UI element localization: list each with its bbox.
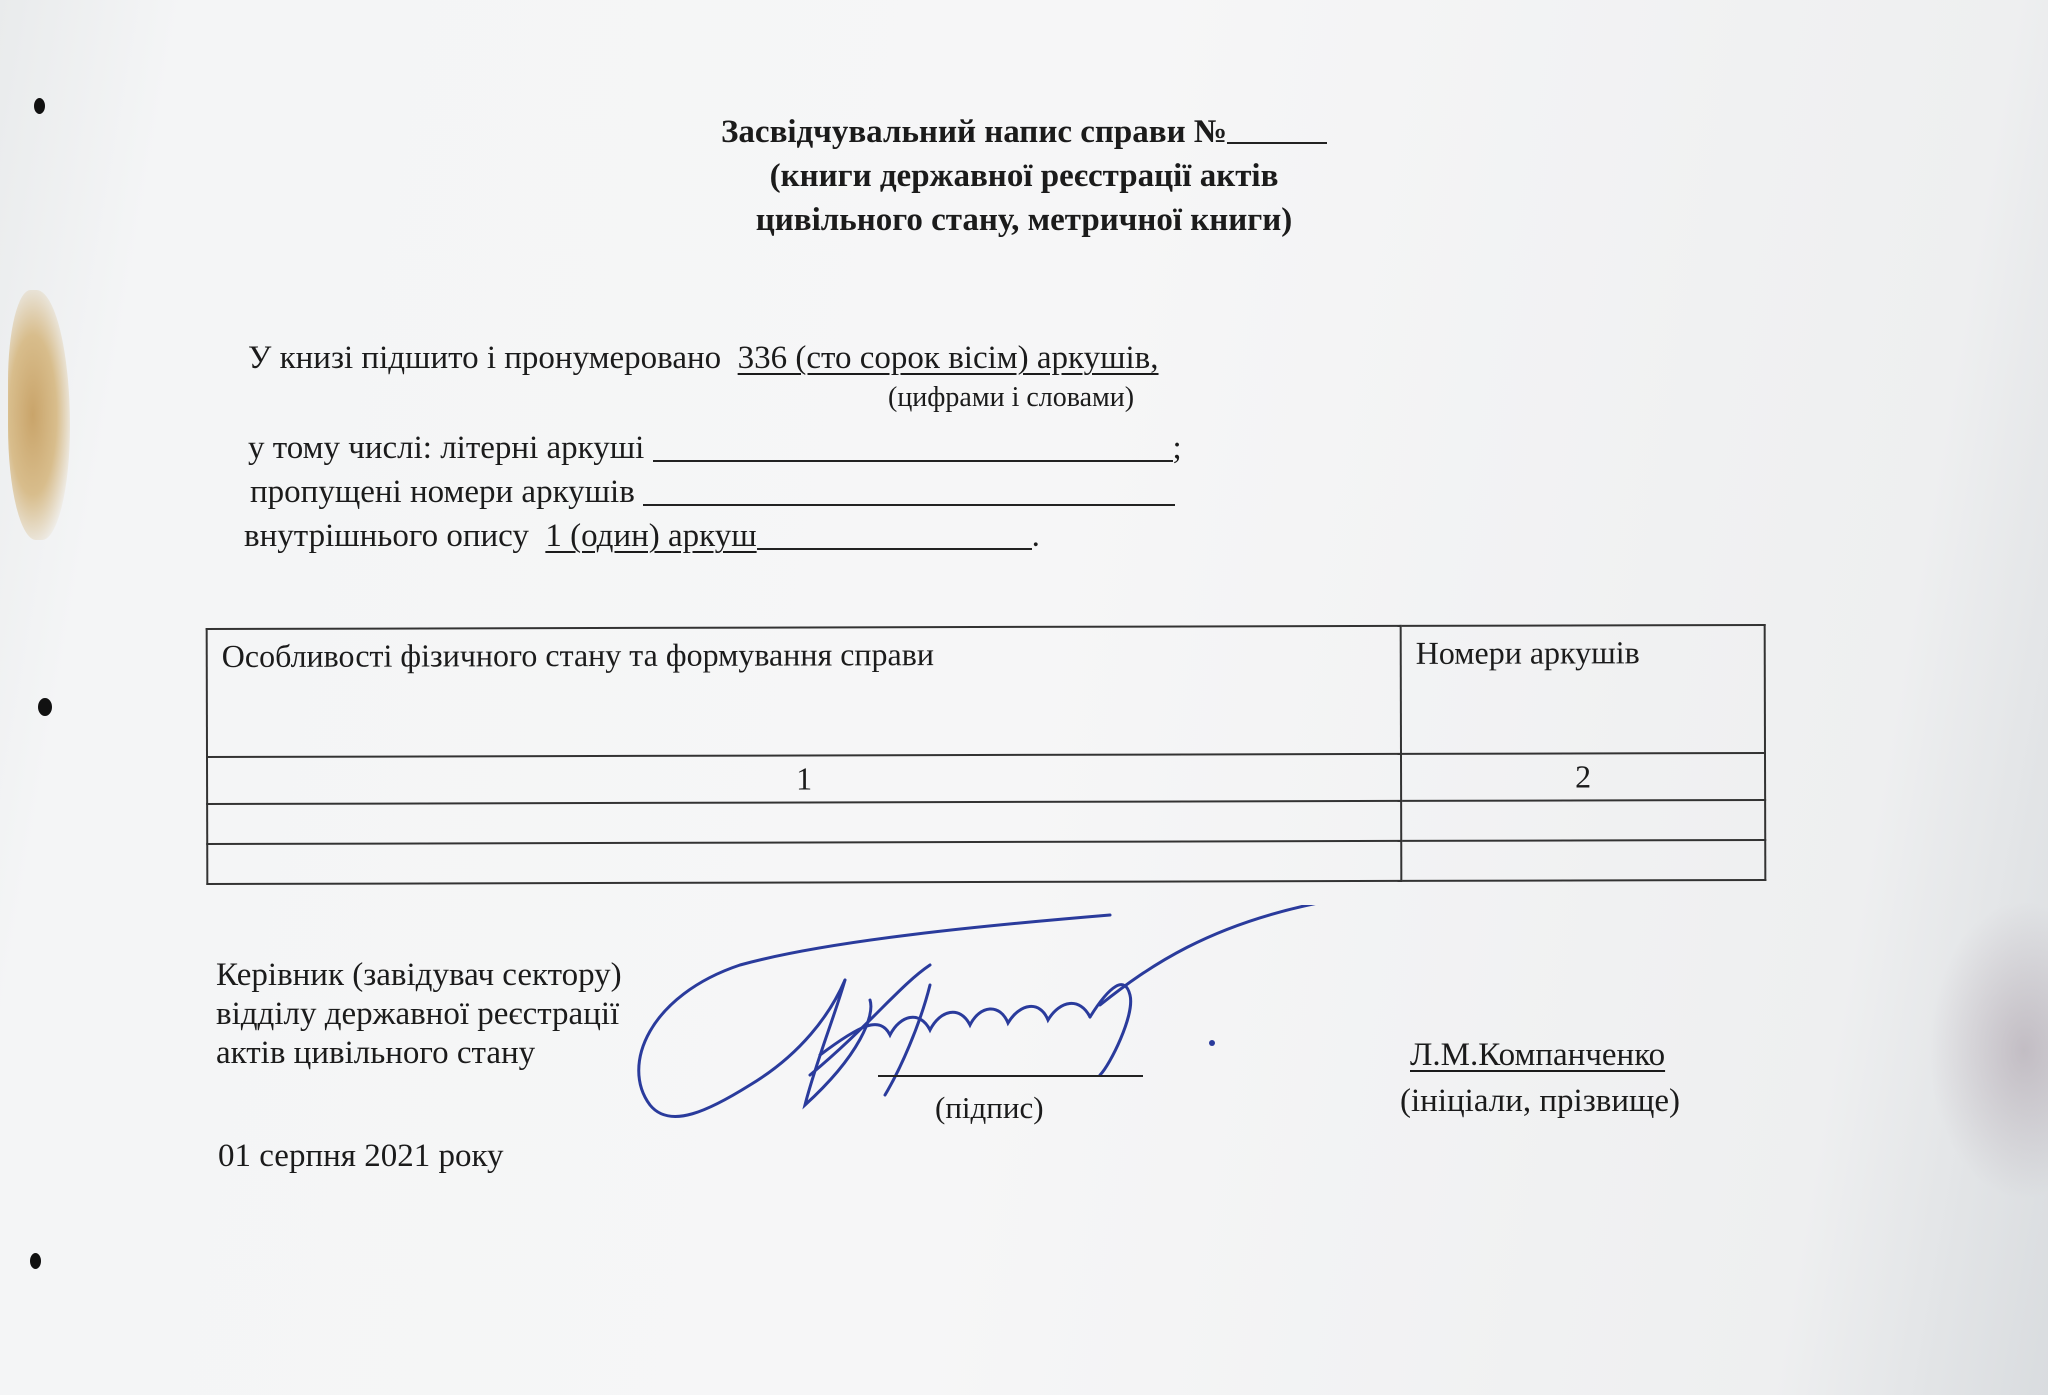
table-cell <box>1401 800 1765 841</box>
official-title <box>216 956 622 1073</box>
official-name: Л.М.Компанченко <box>1410 1037 1666 1073</box>
sheets-count-label: У книзі підшито і пронумеровано <box>248 340 722 376</box>
sheet-numbers-column-header: Номери аркушів <box>1401 625 1765 754</box>
inventory-blank <box>757 520 1032 550</box>
official-title-line: відділу державної реєстрації <box>216 996 620 1032</box>
table-cell <box>207 801 1401 844</box>
column-number-1: 1 <box>207 754 1401 804</box>
table-row <box>207 800 1765 844</box>
features-column-header: Особливості фізичного стану та формування справи <box>207 626 1401 757</box>
page-shadow <box>1928 900 2048 1200</box>
official-name-hint: (ініціали, прізвище) <box>1400 1083 1681 1119</box>
skipped-numbers-line <box>250 474 1175 511</box>
skipped-numbers-label: пропущені номери аркушів <box>250 474 635 510</box>
inventory-label: внутрішнього опису <box>244 518 529 554</box>
table-cell <box>1401 840 1765 881</box>
letter-sheets-end: ; <box>1172 430 1182 466</box>
title-line-2: (книги державної реєстрації актів <box>769 158 1279 194</box>
inventory-end: . <box>1031 518 1040 554</box>
official-title-line: актів цивільного стану <box>216 1035 536 1071</box>
table-cell <box>207 841 1401 884</box>
signature-hint: (підпис) <box>935 1090 1044 1125</box>
letter-sheets-blank <box>653 432 1173 462</box>
inventory-value: 1 (один) аркуш <box>545 518 757 554</box>
skipped-numbers-blank <box>643 476 1175 506</box>
document-title <box>0 110 2048 242</box>
document-date: 01 серпня 2021 року <box>218 1138 504 1174</box>
title-line-1: Засвідчувальний напис справи № <box>721 114 1227 150</box>
case-features-table <box>206 624 1767 885</box>
table-header-row <box>207 625 1765 757</box>
letter-sheets-label: у тому числі: літерні аркуші <box>248 430 645 466</box>
table-row <box>207 840 1765 884</box>
column-number-2: 2 <box>1401 753 1765 801</box>
sheets-count-value: 336 (сто сорок вісім) аркушів, <box>737 340 1159 376</box>
official-title-line: Керівник (завідувач сектору) <box>216 957 622 993</box>
inventory-line <box>244 518 1040 555</box>
paper-stain <box>8 290 70 540</box>
binding-hole <box>30 1253 41 1269</box>
table-row <box>207 753 1765 804</box>
signature-line <box>878 1075 1143 1077</box>
case-number-blank <box>1227 112 1327 144</box>
sheets-count-line <box>248 340 1159 377</box>
binding-hole <box>38 698 52 716</box>
letter-sheets-line <box>248 430 1182 467</box>
title-line-3: цивільного стану, метричної книги) <box>755 202 1293 238</box>
sheets-count-hint: (цифрами і словами) <box>888 382 1135 413</box>
